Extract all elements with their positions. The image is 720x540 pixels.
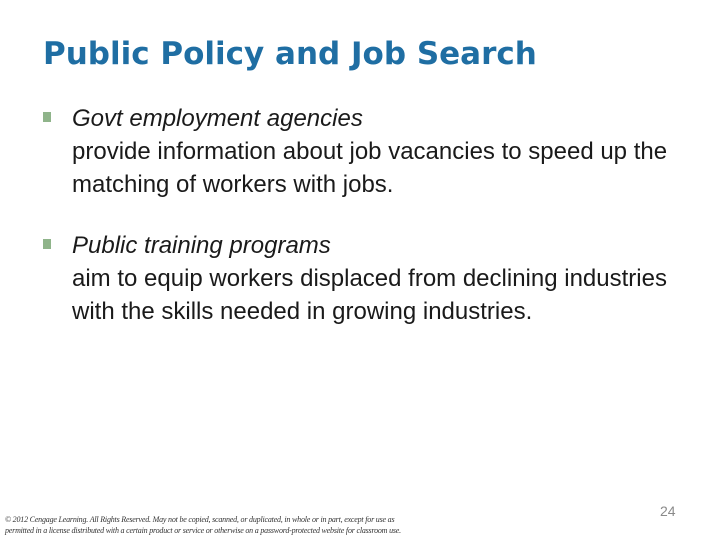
bullet-text: provide information about job vacancies to speed up the matching of workers with jobs. (72, 138, 668, 198)
square-bullet-icon (43, 239, 51, 249)
bullet-heading: Govt employment agencies (72, 105, 363, 132)
bullet-item-employment-agencies (72, 102, 702, 201)
slide-title: Public Policy and Job Search (43, 36, 537, 72)
copyright-footer (5, 514, 445, 536)
copyright-line-1: © 2012 Cengage Learning. All Rights Reserved. May not be copied, scanned, or duplicated, in whole or in part, except for use as (5, 515, 395, 524)
copyright-line-2: permitted in a license distributed with a certain product or service or otherwise on a password-protected website for classroom use. (5, 526, 401, 535)
bullet-text: aim to equip workers displaced from declining industries with the skills needed in growing industries. (72, 265, 667, 325)
bullet-heading: Public training programs (72, 232, 331, 259)
page-number: 24 (660, 503, 676, 519)
square-bullet-icon (43, 112, 51, 122)
bullet-item-training-programs (72, 229, 702, 328)
